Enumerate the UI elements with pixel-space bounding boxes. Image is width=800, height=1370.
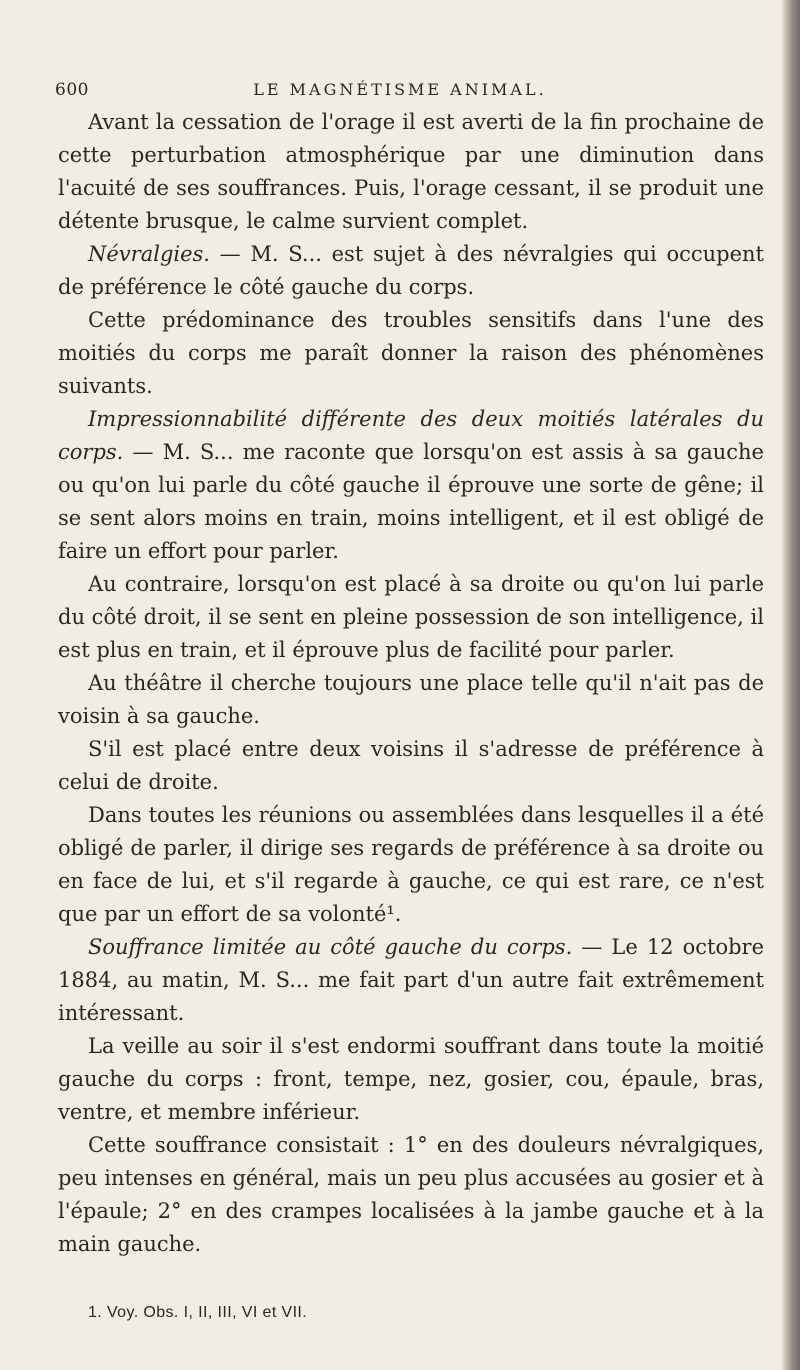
- paragraph: [58, 799, 764, 931]
- paragraph: [58, 931, 764, 1030]
- paragraph-text: Au théâtre il cherche toujours une place telle qu'il n'ait pas de voisin à sa gauche.: [58, 671, 764, 728]
- paragraph-text: Dans toutes les réunions ou assemblées dans lesquelles il a été obligé de parler, il dirige ses regards de préférence à sa droite ou en face de lui, et s'il regarde à gauche, ce qui est rare, ce n'est que par un effort de sa volonté¹.: [58, 803, 764, 926]
- paragraph-text: S'il est placé entre deux voisins il s'adresse de préférence à celui de droite.: [58, 737, 764, 794]
- paragraph: [58, 568, 764, 667]
- body-text: [58, 106, 764, 1261]
- paragraph-text: — M. S... est sujet à des névralgies qui occupent de préférence le côté gauche du corps.: [58, 242, 764, 299]
- running-head: LE MAGNÉTISME ANIMAL.: [253, 80, 547, 99]
- paragraph-text: Cette souffrance consistait : 1° en des douleurs névralgiques, peu intenses en général, mais un peu plus accusées au gosier et à l'épaule; 2° en des crampes localisées à la jambe gauche et à la main gauche.: [58, 1133, 764, 1256]
- paragraph-text: La veille au soir il s'est endormi souffrant dans toute la moitié gauche du corps : front, tempe, nez, gosier, cou, épaule, bras, ventre, et membre inférieur.: [58, 1034, 764, 1124]
- paragraph: [58, 1129, 764, 1261]
- paragraph: [58, 733, 764, 799]
- paragraph-text: — M. S... me raconte que lorsqu'on est assis à sa gauche ou qu'on lui parle du côté gauche il éprouve une sorte de gêne; il se sent alors moins en train, moins intelligent, et il est obligé de faire un effort pour parler.: [58, 440, 764, 563]
- paragraph: [58, 1030, 764, 1129]
- run-in-heading: Névralgies.: [88, 242, 210, 266]
- page-edge-shadow: [782, 0, 800, 1370]
- paragraph: [58, 667, 764, 733]
- paragraph: [58, 106, 764, 238]
- paragraph-text: Avant la cessation de l'orage il est averti de la fin prochaine de cette perturbation atmosphérique par une diminution dans l'acuité de ses souffrances. Puis, l'orage cessant, il se produit une détente brusque, le calme survient complet.: [58, 110, 764, 233]
- paragraph-text: — Le 12 octobre 1884, au matin, M. S... me fait part d'un autre fait extrêmement intéressant.: [58, 935, 765, 1025]
- paragraph: [58, 238, 764, 304]
- footnote: 1. Voy. Obs. I, II, III, VI et VII.: [88, 1304, 308, 1321]
- run-in-heading: Souffrance limitée au côté gauche du corps.: [88, 935, 573, 959]
- paragraph-text: Au contraire, lorsqu'on est placé à sa droite ou qu'on lui parle du côté droit, il se sent en pleine possession de son intelligence, il est plus en train, et il éprouve plus de facilité pour parler.: [58, 572, 764, 662]
- paragraph: [58, 403, 764, 568]
- page-number: 600: [55, 80, 89, 100]
- paragraph-text: Cette prédominance des troubles sensitifs dans l'une des moitiés du corps me paraît donner la raison des phénomènes suivants.: [58, 308, 764, 398]
- run-in-heading: Impressionnabilité différente des deux moitiés latérales du corps.: [58, 407, 764, 464]
- paragraph: [58, 304, 764, 403]
